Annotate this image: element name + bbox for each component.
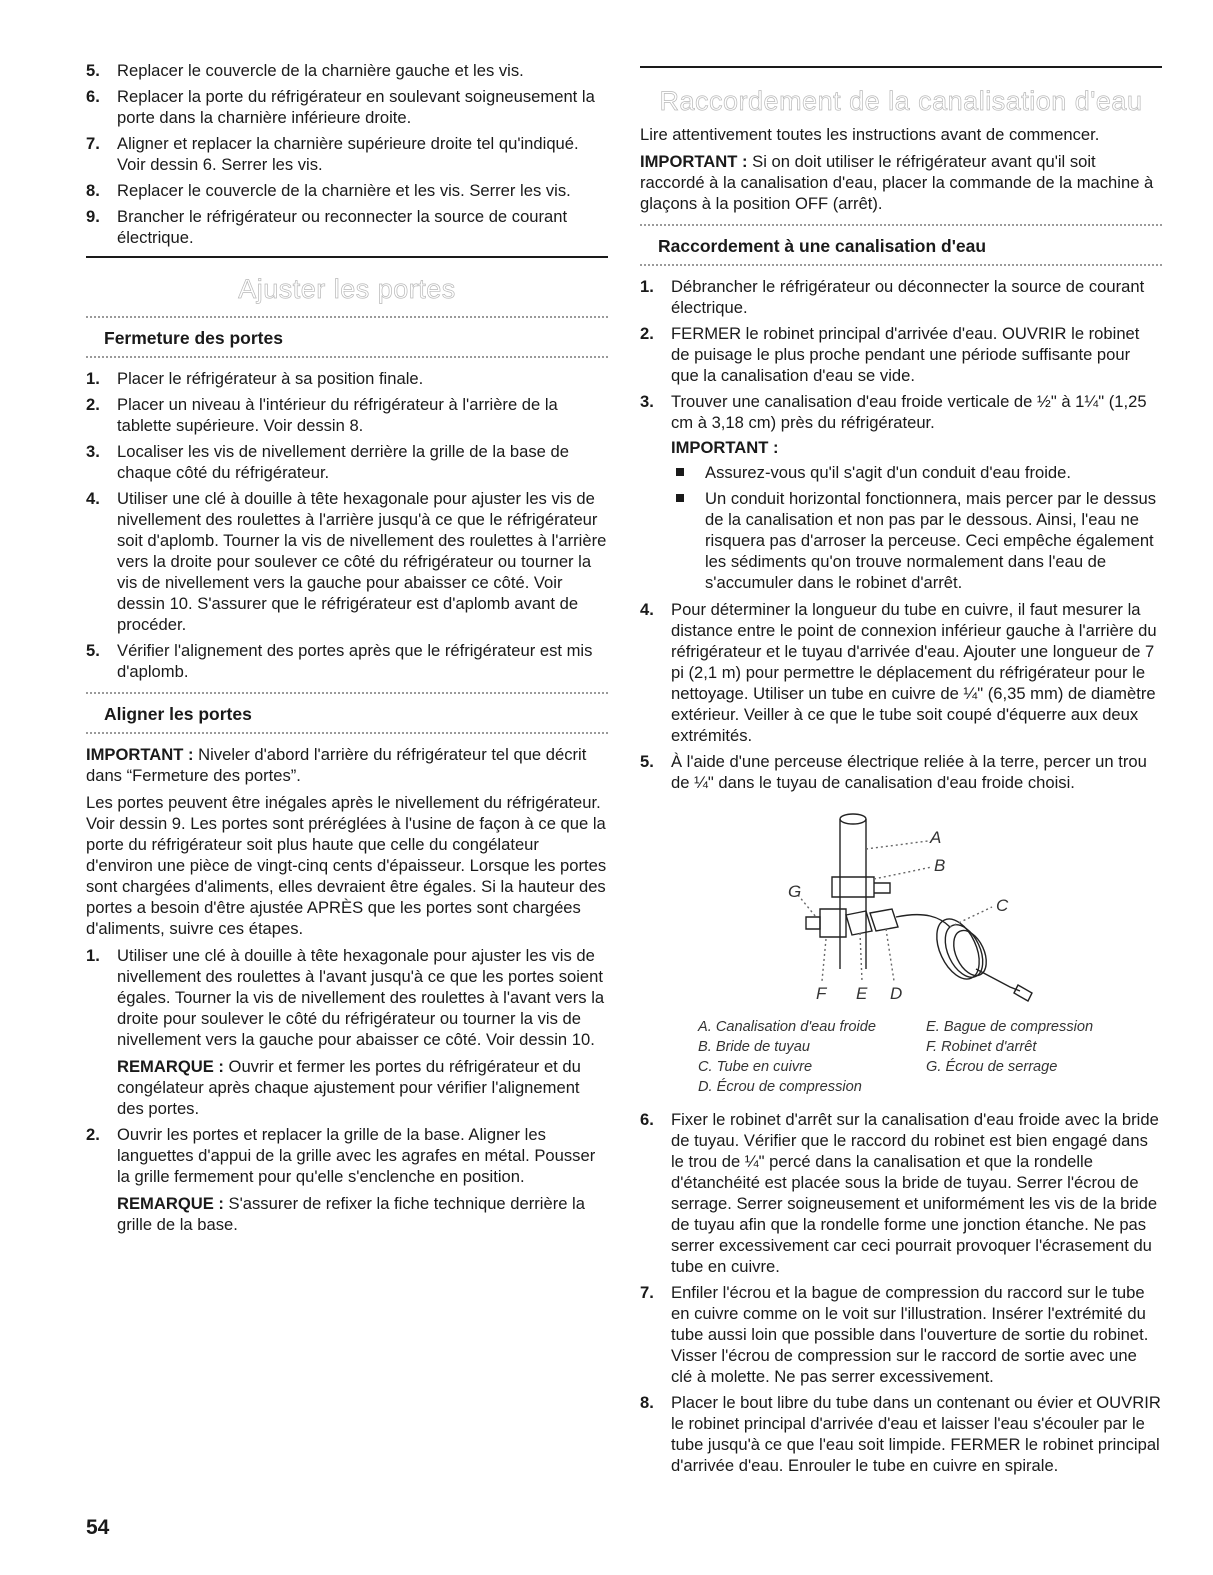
dotted-rule xyxy=(640,264,1162,266)
list-item: 1. Placer le réfrigérateur à sa position finale. xyxy=(86,369,424,388)
list-item: 1. Utiliser une clé à douille à tête hexagonale pour ajuster les vis de nivellement des roulettes à l'avant jusqu'à ce que les portes soient égales. Tourner la vis de nivellement des roulettes à l'avant vers la droite pour soulever le côté du réfrigérateur ou tourner la vis de nivellement vers la gauche pour abaisser ce côté. Voir dessin 10. REMARQUE : Ouvrir et fermer les portes du réfrigérateur et du congélateur après chaque ajustement pour vérifier l'alignement des portes. xyxy=(86,945,608,1119)
figure-label-c: C xyxy=(996,896,1009,915)
dotted-rule xyxy=(86,356,608,358)
figure-legend xyxy=(698,1017,1162,1097)
legend-item: D. Écrou de compression xyxy=(698,1079,862,1095)
figure-label-d: D xyxy=(890,984,903,1003)
water-line-subsection xyxy=(640,224,1162,266)
page-number: 54 xyxy=(86,1516,110,1539)
list-item: 5. À l'aide d'une perceuse électrique reliée à la terre, percer un trou de ¼" dans le tuyau de canalisation d'eau froide choisi. xyxy=(640,752,1147,792)
align-steps-list xyxy=(86,945,608,1235)
figure-label-a: A xyxy=(930,828,942,847)
legend-item: G. Écrou de serrage xyxy=(926,1059,1058,1075)
bullet-list xyxy=(671,462,1162,593)
align-paragraph: Les portes peuvent être inégales après le nivellement du réfrigérateur. Voir dessin 9. Les portes sont préréglées à l'usine de façon à ce que la porte du réfrigérateur soit plus haute que celle du congélateur d'environ une pièce de vingt-cinq cents d'épaisseur. Lorsque les portes sont chargées d'aliments, elles devraient être égales. Si la hauteur des portes a besoin d'être ajustée APRÈS que les portes sont chargées d'aliments, suivre ces étapes. xyxy=(86,793,607,938)
figure-label-g: G xyxy=(788,882,802,901)
list-item: 3. Localiser les vis de nivellement derrière la grille de la base de chaque côté du réfrigérateur. xyxy=(86,442,569,482)
list-item: 2. FERMER le robinet principal d'arrivée d'eau. OUVRIR le robinet de puisage le plus proche pendant une période suffisante pour que la canalisation d'eau se vide. xyxy=(640,324,1140,385)
legend-item: C. Tube en cuivre xyxy=(698,1059,813,1075)
list-item: 5. Vérifier l'alignement des portes après que le réfrigérateur est mis d'aplomb. xyxy=(86,641,593,681)
align-doors-subsection xyxy=(86,692,608,734)
pipe-clamp xyxy=(832,877,874,897)
closing-steps-list xyxy=(86,368,608,682)
list-item: 4. Pour déterminer la longueur du tube en cuivre, il faut mesurer la distance entre le point de connexion inférieur gauche à l'arrière du réfrigérateur et le tuyau d'arrivée d'eau. Ajouter une longueur de 7 pi (2,1 m) pour permettre le déplacement du réfrigérateur pour le nettoyage. Utiliser un tube en cuivre de ¼" (6,35 mm) de diamètre extérieur. Veiller à ce que le tube soit coupé d'équerre aux deux extrémités. xyxy=(640,600,1157,745)
dotted-rule xyxy=(86,316,608,318)
shutoff-valve xyxy=(820,909,846,937)
figure-label-f: F xyxy=(816,984,827,1003)
figure-label-e: E xyxy=(856,984,868,1003)
list-item: 8. Placer le bout libre du tube dans un contenant ou évier et OUVRIR le robinet principal d'arrivée d'eau et laisser l'eau s'écouler par le tube jusqu'à ce que l'eau soit limpide. FERMER le robinet principal d'arrivée d'eau. Enrouler le tube en cuivre en spirale. xyxy=(640,1393,1161,1475)
dotted-rule xyxy=(640,224,1162,226)
section-divider xyxy=(86,256,608,258)
right-column xyxy=(640,60,1162,1481)
subheading-align-doors: Aligner les portes xyxy=(104,704,252,724)
list-item: 9. Brancher le réfrigérateur ou reconnecter la source de courant électrique. xyxy=(86,207,568,247)
intro-text: Lire attentivement toutes les instructions avant de commencer. xyxy=(640,125,1100,144)
list-item: 6. Replacer la porte du réfrigérateur en soulevant soigneusement la porte dans la charnière inférieure droite. xyxy=(86,87,595,127)
hinge-steps-list xyxy=(86,60,608,248)
remark-note: REMARQUE : Ouvrir et fermer les portes du réfrigérateur et du congélateur après chaque ajustement pour vérifier l'alignement des portes. xyxy=(117,1057,581,1118)
list-item: 4. Utiliser une clé à douille à tête hexagonale pour ajuster les vis de nivellement des roulettes à l'arrière jusqu'à ce que le réfrigérateur soit d'aplomb. Tourner la vis de nivellement des roulettes à l'arrière vers la droite pour soulever ce côté du réfrigérateur ou tourner la vis de nivellement vers la gauche pour abaisser ce côté. Voir dessin 10. S'assurer que le réfrigérateur est d'aplomb avant de procéder. xyxy=(86,489,607,634)
subheading-closing-doors: Fermeture des portes xyxy=(104,328,283,348)
bullet-item: Assurez-vous qu'il s'agit d'un conduit d'eau froide. xyxy=(671,462,1162,483)
important-note: IMPORTANT : Niveler d'abord l'arrière du réfrigérateur tel que décrit dans “Fermeture des portes”. xyxy=(86,745,587,785)
list-item: 8. Replacer le couvercle de la charnière et les vis. Serrer les vis. xyxy=(86,181,571,200)
tube-end-fitting xyxy=(1014,985,1032,1001)
list-item: 7. Aligner et replacer la charnière supérieure droite tel qu'indiqué. Voir dessin 6. Serrer les vis. xyxy=(86,134,579,174)
section-title-water-line: Raccordement de la canalisation d'eau xyxy=(659,86,1143,116)
water-valve-illustration xyxy=(640,799,1162,1009)
important-note: IMPORTANT : Si on doit utiliser le réfrigérateur avant qu'il soit raccordé à la canalisation d'eau, placer la commande de la machine à glaçons à la position OFF (arrêt). xyxy=(640,152,1154,213)
subheading-water-connection: Raccordement à une canalisation d'eau xyxy=(658,236,987,256)
dotted-rule xyxy=(86,692,608,694)
remark-note: REMARQUE : S'assurer de refixer la fiche technique derrière la grille de la base. xyxy=(117,1194,585,1234)
list-item: 6. Fixer le robinet d'arrêt sur la canalisation d'eau froide avec la bride de tuyau. Vérifier que le raccord du robinet est bien engagé dans le trou de ¼" percé dans la canalisation et que la rondelle d'étanchéité est placée sous la bride de tuyau. Serrer l'écrou de serrage. Serrer soigneusement et uniformément les vis de la bride de tuyau afin que la rondelle forme une jonction étanche. Ne pas serrer excessivement car ceci pourrait provoquer l'écrasement du tube en cuivre. xyxy=(640,1110,1159,1276)
pipe-top xyxy=(840,814,866,824)
legend-item: F. Robinet d'arrêt xyxy=(926,1039,1037,1055)
important-label: IMPORTANT : xyxy=(671,438,779,457)
cold-water-pipe xyxy=(840,819,866,969)
list-item: 2. Ouvrir les portes et replacer la grille de la base. Aligner les languettes d'appui de la grille avec les agrafes en métal. Pousser la grille fermement pour qu'elle s'enclenche en position. REMARQUE : S'assurer de refixer la fiche technique derrière la grille de la base. xyxy=(86,1124,608,1235)
list-item: 5. Replacer le couvercle de la charnière gauche et les vis. xyxy=(86,61,524,80)
compression-nut xyxy=(870,909,898,931)
bullet-square-icon xyxy=(676,494,684,502)
list-item: 1. Débrancher le réfrigérateur ou déconnecter la source de courant électrique. xyxy=(640,277,1145,317)
bullet-square-icon xyxy=(676,468,684,476)
compression-sleeve xyxy=(846,911,872,935)
section-title-adjust-doors: Ajuster les portes xyxy=(238,274,456,304)
legend-item: A. Canalisation d'eau froide xyxy=(698,1019,877,1035)
section-divider xyxy=(640,66,1162,68)
dotted-rule xyxy=(86,732,608,734)
legend-item: B. Bride de tuyau xyxy=(698,1039,810,1055)
list-item: 3. Trouver une canalisation d'eau froide verticale de ½" à 1¼" (1,25 cm à 3,18 cm) près du réfrigérateur. IMPORTANT : Assurez-vous qu'il s'agit d'un conduit d'eau froide. Un conduit horizontal fonctionnera, mais percer par le dessus de la canalisation et non pas par le dessous. Ainsi, l'eau ne risquera pas d'arroser la perceuse. Ceci empêche également les sédiments qu'on trouve normalement dans l'eau de s'accumuler dans le robinet d'arrêt. xyxy=(640,391,1162,593)
list-item: 7. Enfiler l'écrou et la bague de compression du raccord sur le tube en cuivre comme on le voit sur l'illustration. Insérer l'extrémité du tube aussi loin que possible dans l'ouverture de sortie du robinet. Visser l'écrou de compression sur le raccord de sortie avec une clé à molette. Ne pas serrer excessivement. xyxy=(640,1283,1149,1386)
shutoff-valve-drawing xyxy=(640,799,1162,1009)
left-column xyxy=(86,60,608,1240)
water-steps-list-continued xyxy=(640,1109,1162,1476)
list-item: 2. Placer un niveau à l'intérieur du réfrigérateur à l'arrière de la tablette supérieure. Voir dessin 8. xyxy=(86,395,558,435)
legend-item: E. Bague de compression xyxy=(926,1019,1094,1035)
closing-doors-subsection xyxy=(86,316,608,358)
water-steps-list xyxy=(640,276,1162,793)
bullet-item: Un conduit horizontal fonctionnera, mais percer par le dessus de la canalisation et non pas par le dessous. Ainsi, l'eau ne risquera pas d'arroser la perceuse. Ceci empêche également les sédiments qu'on trouve normalement dans l'eau de s'accumuler dans le robinet d'arrêt. xyxy=(671,488,1162,593)
figure-label-b: B xyxy=(934,856,946,875)
clamp-nut xyxy=(806,917,820,929)
